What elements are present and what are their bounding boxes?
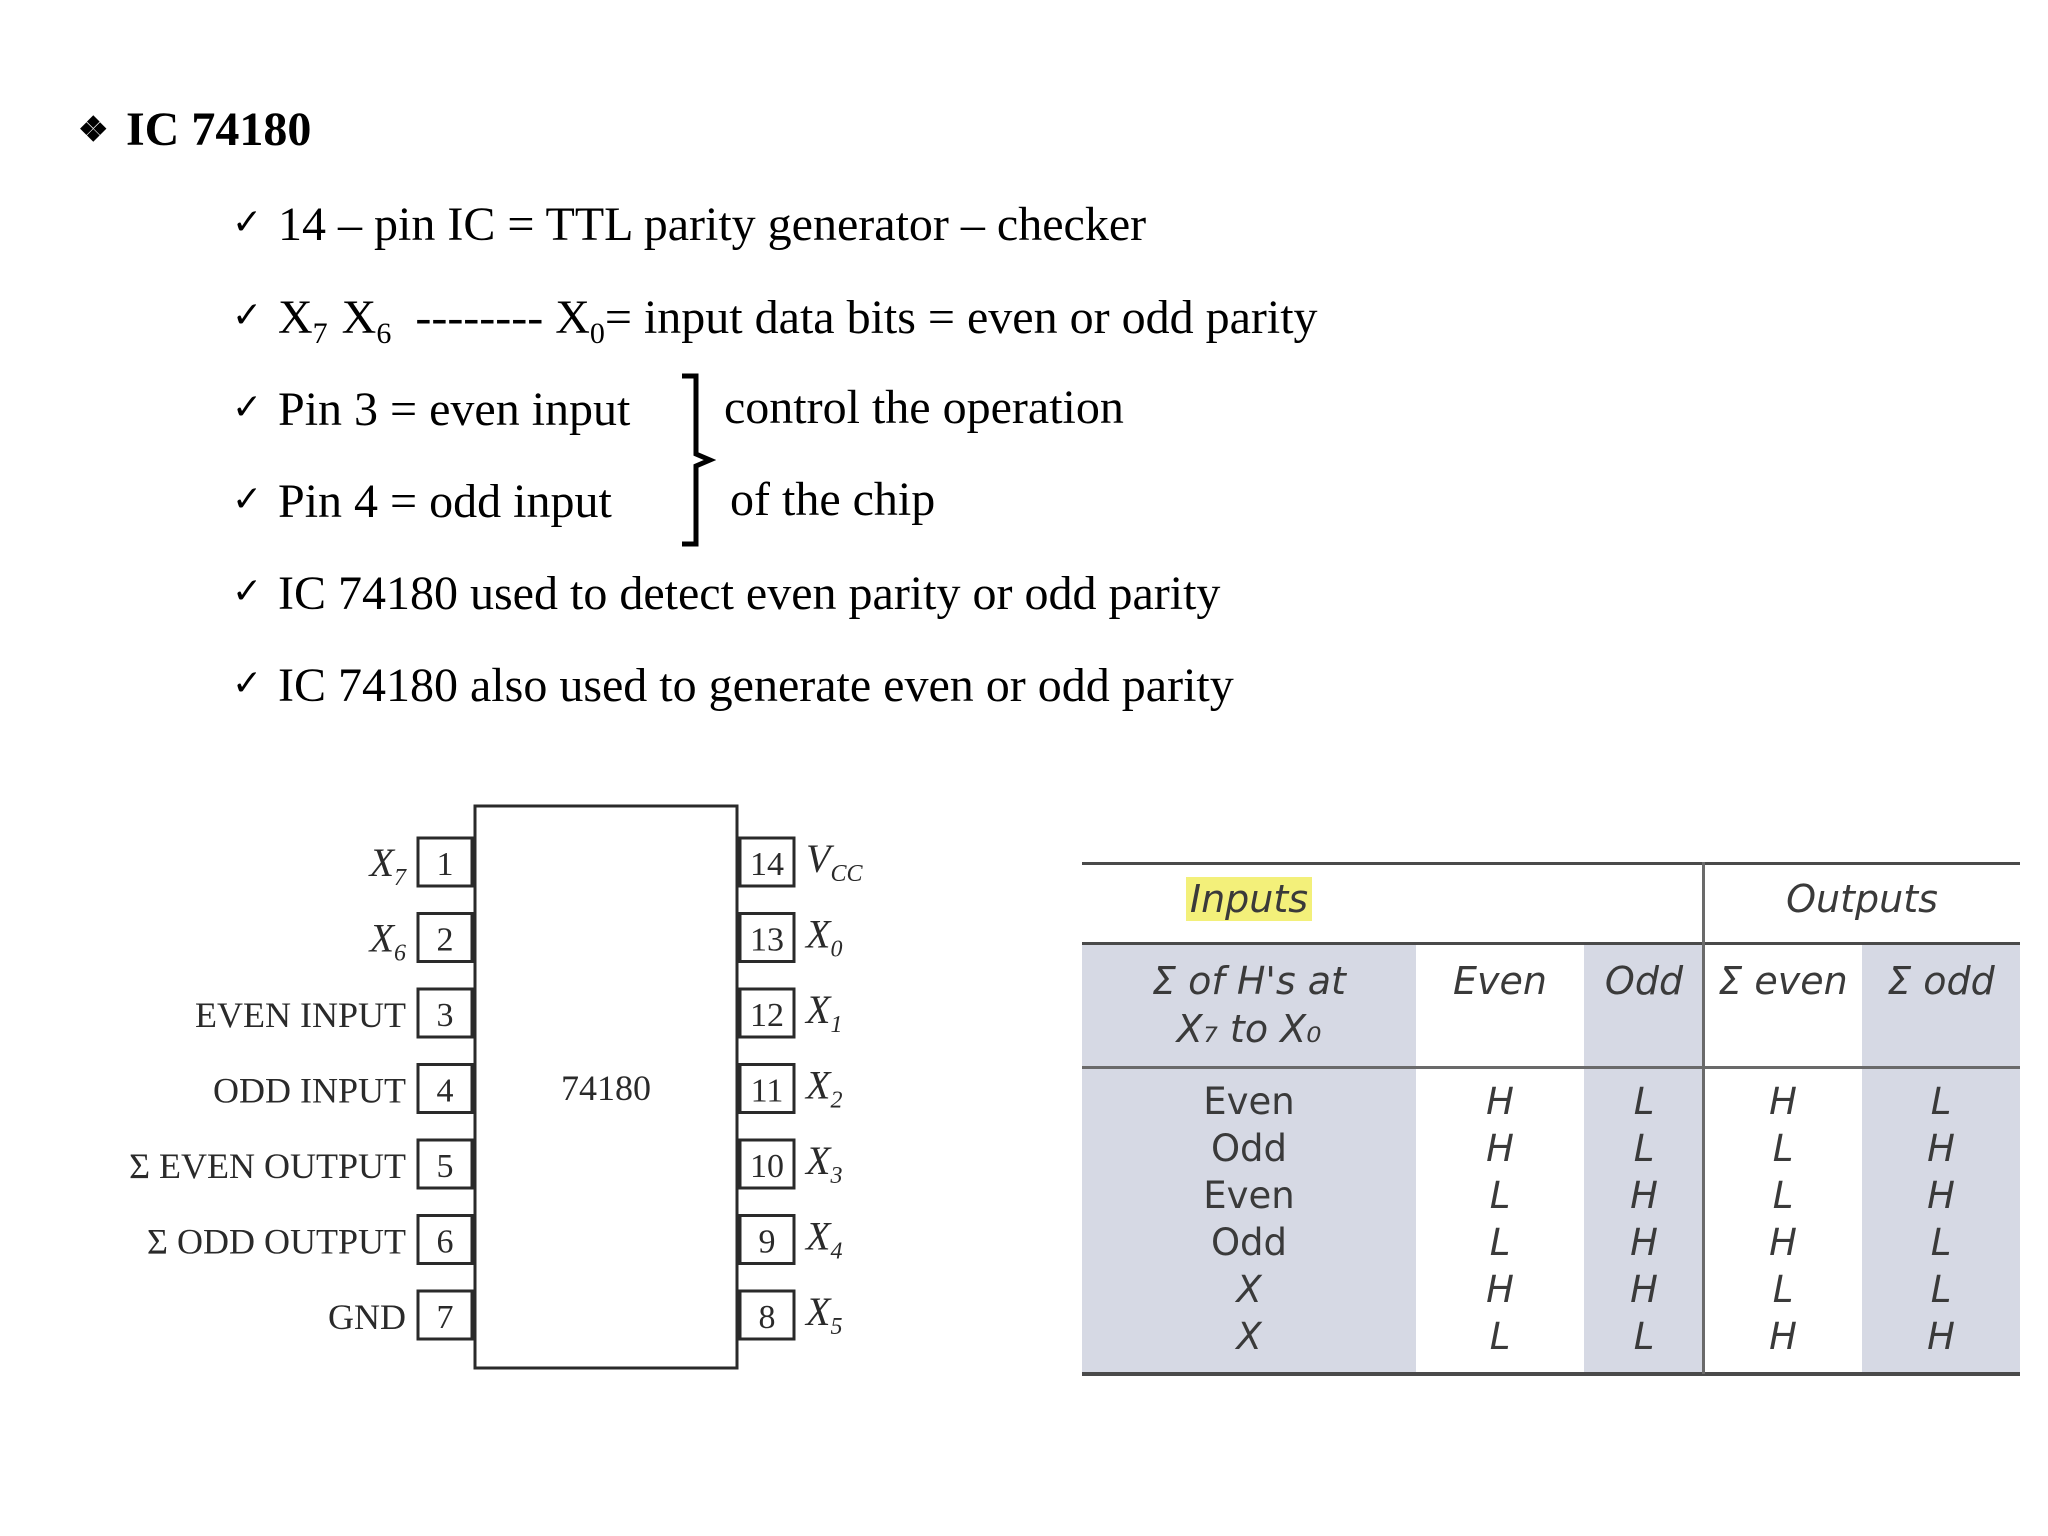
right-pin-number: 11 [750,1072,784,1110]
right-pin-label: $X_1$ [806,987,843,1038]
row-value-cell: H [1486,1127,1514,1170]
bullet-3-text: Pin 3 = even input [278,383,631,436]
row-value-cell: L [1930,1080,1952,1123]
row-value-cell: L [1489,1221,1511,1264]
row-value-cell: L [1633,1315,1655,1358]
row-sum-cell: X [1236,1315,1262,1358]
left-pin-number: 5 [436,1148,454,1185]
truth-table [1082,858,2020,1376]
row-value-cell: H [1769,1080,1797,1123]
left-pin-label: Σ ODD OUTPUT [147,1221,406,1262]
left-pin-label: $X_6$ [369,915,406,967]
row-value-cell: H [1630,1174,1658,1217]
x7-symbol: X [278,291,313,344]
row-sum-cell: Odd [1210,1127,1288,1170]
bullet-4-text: Pin 4 = odd input [278,475,612,528]
left-pin-number: 1 [436,846,454,883]
left-pin-number: 3 [436,997,454,1034]
right-pin-number: 13 [750,921,784,959]
checkmark-icon: ✓ [232,202,263,243]
left-pin-label: $X_7$ [369,840,406,891]
row-value-cell: L [1772,1268,1794,1311]
left-pin-number: 6 [436,1223,454,1261]
group-inputs-label [1082,876,1416,922]
row-value-cell: L [1930,1268,1952,1311]
row-value-cell: L [1772,1174,1794,1217]
header-odd: Odd [1604,959,1684,1003]
row-value-cell: L [1633,1127,1655,1170]
x0-subscript: 0 [589,317,605,350]
right-pin-label: $X_5$ [806,1289,843,1340]
checkmark-icon: ✓ [232,295,263,336]
row-value-cell: H [1630,1268,1658,1311]
bottom-rule [1082,1372,2020,1376]
right-pin-number: 12 [750,997,784,1034]
checkmark-icon: ✓ [232,663,263,704]
row-value-cell: H [1927,1127,1955,1170]
right-pin-label: $X_3$ [806,1138,843,1189]
row-value-cell: H [1927,1174,1955,1217]
header-sigma-even: Σ even [1718,959,1848,1003]
title-text: IC 74180 [126,103,312,156]
checkmark-icon: ✓ [232,571,263,612]
row-value-cell: L [1489,1315,1511,1358]
left-pin-label: ODD INPUT [213,1070,406,1111]
left-pin-label: GND [328,1297,406,1337]
right-pin-label: $X_0$ [806,911,843,963]
left-pin-number: 2 [436,921,454,959]
bullet-5-text: IC 74180 used to detect even parity or odd parity [278,567,1221,620]
row-value-cell: H [1630,1221,1658,1264]
right-pin-number: 10 [750,1148,784,1185]
right-pin-label: $X_4$ [806,1213,843,1265]
brace-note-line-1: control the operation [724,381,1124,434]
row-sum-cell: Odd [1210,1221,1288,1264]
row-sum-cell: Even [1203,1080,1295,1123]
bullet-1-text: 14 – pin IC = TTL parity generator – checker [278,198,1147,251]
row-value-cell: H [1769,1315,1797,1358]
chip-label: 74180 [561,1068,651,1108]
row-sum-cell: Even [1203,1174,1295,1217]
right-pin-label: $V_{CC}$ [806,836,863,887]
header-sum-line-1: Σ of H's at [1152,959,1346,1003]
row-value-cell: H [1486,1268,1514,1311]
left-pin-number: 7 [436,1299,454,1336]
row-value-cell: L [1633,1080,1655,1123]
right-pin-label: $X_2$ [806,1062,843,1114]
right-pin-number: 14 [750,846,784,883]
header-rule [1082,1066,2020,1069]
x6-symbol: X [341,291,377,344]
row-sum-cell: X [1236,1268,1262,1311]
dash-sequence: -------- [415,291,544,344]
bullet-6-text: IC 74180 also used to generate even or odd parity [278,659,1234,712]
bullet-2-rest: = input data bits = even or odd parity [604,291,1318,344]
left-pin-label: EVEN INPUT [195,995,406,1035]
x6-subscript: 6 [376,317,392,350]
right-pin-number: 8 [758,1299,776,1336]
checkmark-icon: ✓ [232,387,263,428]
header-sum-line-2: X₇ to X₀ [1176,1007,1322,1051]
row-value-cell: L [1772,1127,1794,1170]
right-pin-number: 9 [758,1223,776,1261]
row-value-cell: H [1927,1315,1955,1358]
x7-subscript: 7 [312,317,328,350]
row-value-cell: H [1486,1080,1514,1123]
header-sigma-odd: Σ odd [1887,959,1995,1003]
x0-symbol: X [555,291,590,344]
header-even: Even [1453,959,1547,1003]
pin-diagram [0,0,1060,1400]
left-pin-number: 4 [436,1072,454,1110]
group-outputs-label: Outputs [1786,877,1938,921]
row-value-cell: L [1489,1174,1511,1217]
row-value-cell: L [1930,1221,1952,1264]
group-rule [1082,942,2020,945]
left-pin-label: Σ EVEN OUTPUT [129,1146,406,1186]
top-rule [1082,862,2020,865]
diamond-bullet-icon: ❖ [78,112,109,149]
brace-note-line-2: of the chip [730,473,936,526]
row-value-cell: H [1769,1221,1797,1264]
inputs-highlight: Inputs [1186,877,1312,921]
checkmark-icon: ✓ [232,479,263,520]
